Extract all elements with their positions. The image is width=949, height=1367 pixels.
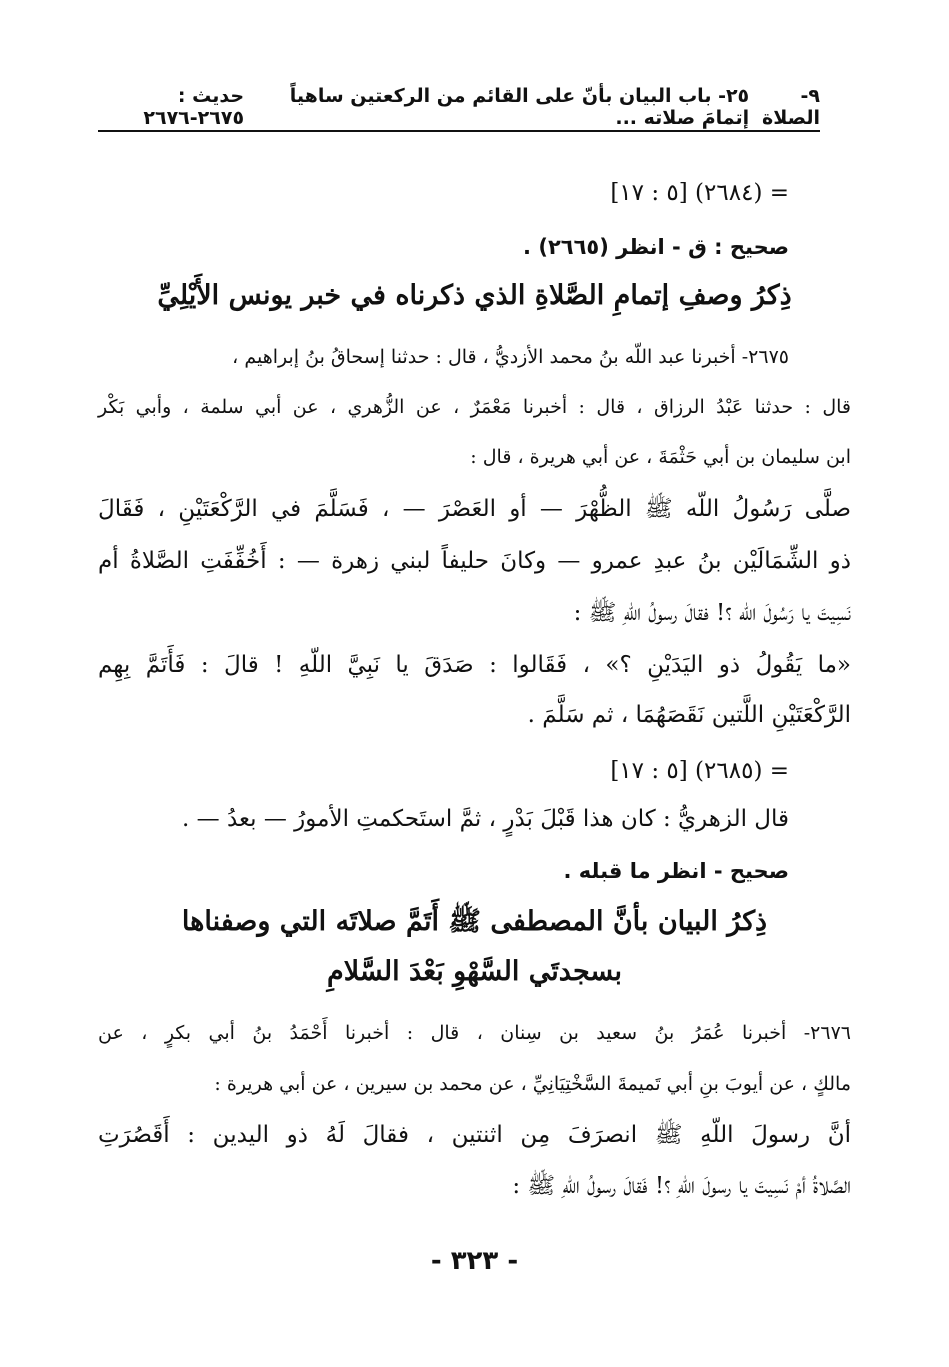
running-header bbox=[98, 85, 820, 129]
header-rule bbox=[98, 130, 820, 132]
grading-note: صحيح : ق - انظر (٢٦٦٥) . bbox=[523, 235, 789, 259]
page-number: - ٣٢٣ - bbox=[430, 1246, 519, 1276]
header-section-title: ٢٥- باب البيان بأنّ على القائم من الركعتين ساهياً إتمامَ صلاته ... bbox=[289, 85, 750, 129]
hadith-text-line: صلَّى رَسُولُ اللّه ﷺ الظُّهْرَ — أو العَصْرَ — ، فَسَلَّمَ في الرَّكْعَتَيْنِ ، فَقَالَ bbox=[98, 496, 851, 522]
hadith-text-line: ٢٦٧٥- أخبرنا عبد اللّه بنُ محمد الأزديُّ ، قال : حدثنا إسحاقُ بنُ إبراهيم ، bbox=[232, 346, 789, 368]
cross-reference: = (٢٦٨٥) [٥ : ١٧] bbox=[610, 758, 789, 784]
grading-note: صحيح - انظر ما قبله . bbox=[563, 859, 789, 883]
hadith-text-line: الرَّكْعَتَيْنِ اللَّتين نَقَصَهُمَا ، ثم سَلَّمَ . bbox=[527, 702, 851, 728]
hadith-text-line: قال : حدثنا عَبْدُ الرزاق ، قال : أخبرنا مَعْمَرٌ ، عن الزُّهري ، عن أبي سلمة ، وأبي بَكْر bbox=[98, 396, 851, 418]
header-chapter: ٩- الصلاة bbox=[761, 85, 820, 129]
hadith-text-line: ٢٦٧٦- أخبرنا عُمَرُ بنُ سعيد بن سِنان ، قال : أخبرنا أَحْمَدُ بنُ أبي بكرٍ ، عن bbox=[98, 1022, 851, 1044]
hadith-text-line: ابن سليمان بن أبي حَثْمَةَ ، عن أبي هريرة ، قال : bbox=[470, 446, 851, 468]
header-hadith-range: حديث : ٢٦٧٥-٢٦٧٦ bbox=[143, 85, 245, 129]
hadith-text-line: الصَّلاةُ أمْ نَسِيتَ يا رسولَ اللّهِ ؟! فَقالَ رسولُ اللّهِ ﷺ : bbox=[512, 1173, 851, 1199]
hadith-text-line: أنَّ رسولَ اللّهِ ﷺ انصرَفَ مِن اثنتين ، فقالَ لَهُ ذو اليدين : أَقَصُرَتِ bbox=[98, 1122, 851, 1148]
section-heading: بسجدتَي السَّهْوِ بَعْدَ السَّلامِ bbox=[327, 956, 622, 987]
hadith-text-line: «ما يَقُولُ ذو اليَدَيْنِ ؟» ، فَقَالوا : صَدَقَ يا نَبِيَّ اللّهِ ! قالَ : فَأَتَمَّ بِهِم bbox=[98, 652, 851, 678]
hadith-text-line: مالكٍ ، عن أيوبَ بنِ أبي تَميمةَ السَّخْتِيَانِيِّ ، عن محمد بن سيرين ، عن أبي هريرة : bbox=[214, 1073, 851, 1095]
commentary-line: قال الزهريُّ : كان هذا قَبْلَ بَدْرٍ ، ثمَّ استَحكمتِ الأمورُ — بعدُ — . bbox=[182, 806, 789, 832]
hadith-text-line: ذو الشِّمَالَيْن بنُ عبدِ عمرو — وكانَ حليفاً لبني زهرة — : أَخُفِّفَتِ الصَّلاةُ أم bbox=[98, 548, 851, 574]
hadith-text-line: نَسِيتَ يا رَسُولَ اللّه ؟! فقالَ رسولُ اللّهِ ﷺ : bbox=[573, 600, 851, 626]
section-heading: ذِكرُ وصفِ إتمامِ الصَّلاةِ الذي ذكرناه في خبر يونس الأَيْلِيِّ bbox=[157, 280, 792, 311]
cross-reference: = (٢٦٨٤) [٥ : ١٧] bbox=[610, 180, 789, 206]
section-heading: ذِكرُ البيان بأنَّ المصطفى ﷺ أَتَمَّ صلاتَه التي وصفناها bbox=[181, 906, 768, 937]
